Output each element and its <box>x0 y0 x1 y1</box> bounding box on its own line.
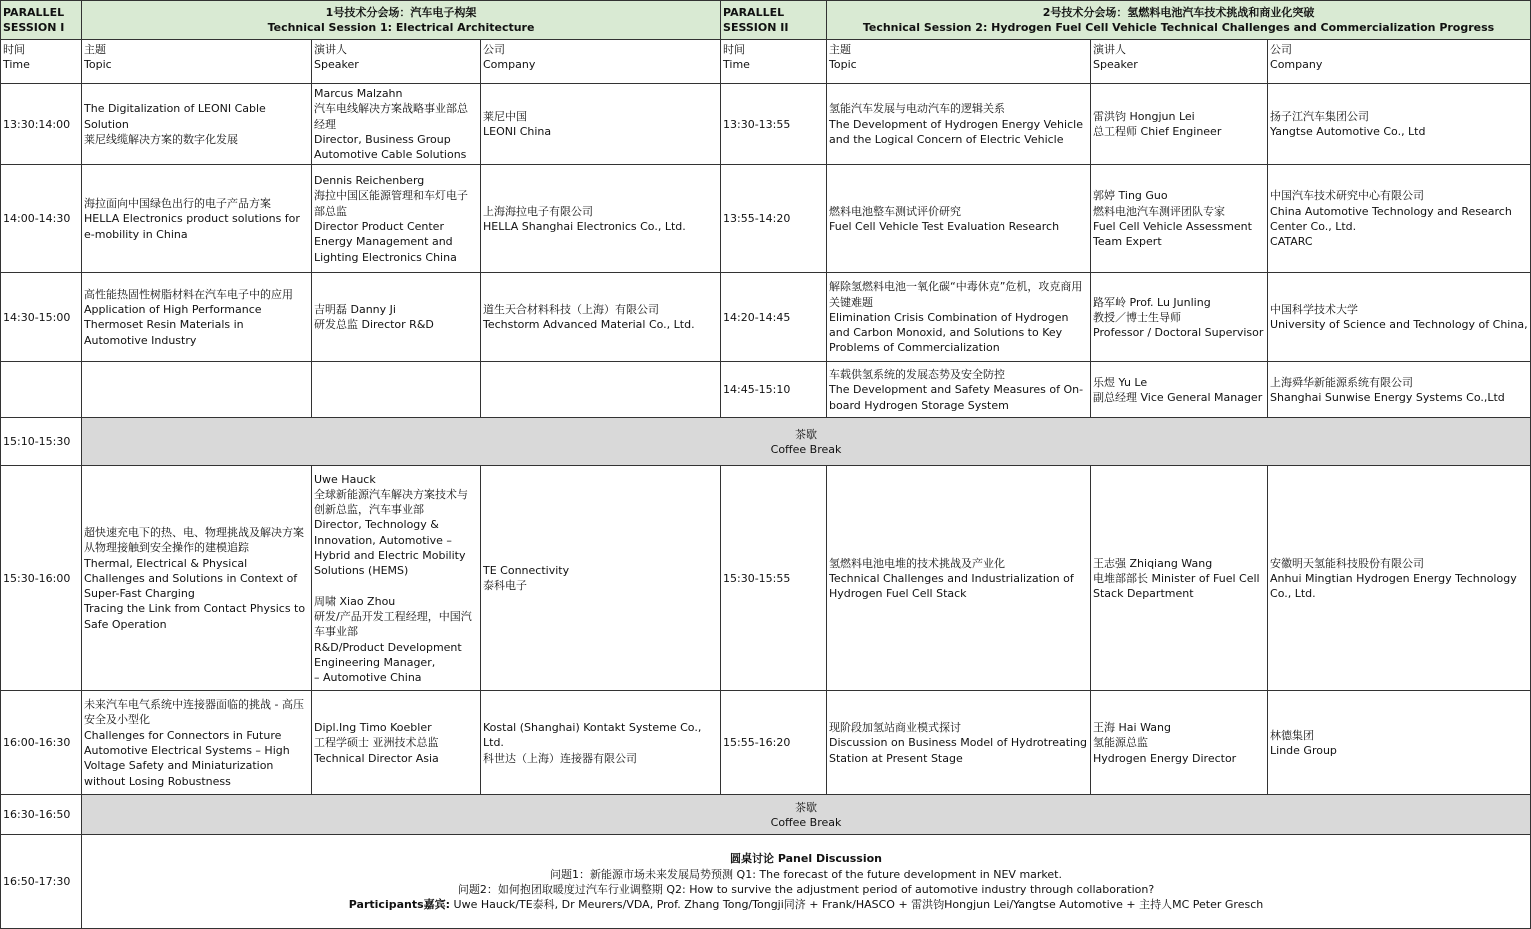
session2-speaker-line: Fuel Cell Vehicle Assessment Team Expert <box>1093 219 1252 249</box>
session2-company <box>1268 691 1531 795</box>
session1-topic-line: Application of High Performance Thermoset Resin Materials in Automotive Industry <box>84 303 262 347</box>
session2-speaker-line: 王海 Hai Wang <box>1093 721 1171 735</box>
session2-company-line: 林德集团 <box>1270 728 1315 742</box>
session1-topic-line: Tracing the Link from Contact Physics to Safe Operation <box>84 602 306 631</box>
session1-speaker-line: 海拉中国区能源管理和车灯电子部总监 <box>314 189 468 218</box>
session1-company-line: 科世达（上海）连接器有限公司 <box>483 751 637 765</box>
session2-company <box>1268 165 1531 273</box>
session1-topic <box>82 466 312 691</box>
session2-topic-line: Fuel Cell Vehicle Test Evaluation Research <box>829 219 1060 233</box>
session2-time: 15:30-15:55 <box>721 466 827 691</box>
session2-speaker-line: Professor / Doctoral Supervisor <box>1093 326 1264 340</box>
session1-speaker <box>312 165 481 273</box>
session2-company <box>1268 84 1531 165</box>
panel-title: 圆桌讨论 Panel Discussion <box>730 852 882 866</box>
column-header-company: 公司 Company <box>481 40 721 84</box>
column-header-time: 时间 Time <box>721 40 827 84</box>
session2-company-line: CATARC <box>1270 235 1313 249</box>
session1-speaker-line: – Automotive China <box>314 671 422 685</box>
session1-topic-line: Challenges for Connectors in Future Automotive Electrical Systems – High Voltage Safety and Miniaturization without Losing Robustness <box>84 728 290 788</box>
session2-topic-line: 车载供氢系统的发展态势及安全防控 <box>829 368 1006 382</box>
session2-company-line: Shanghai Sunwise Energy Systems Co.,Ltd <box>1270 390 1505 404</box>
session1-speaker-line: Dennis Reichenberg <box>314 174 425 188</box>
column-header-row <box>1 40 1531 84</box>
session2-topic-line: 解除氢燃料电池一氧化碳“中毒休克”危机，攻克商用关键难题 <box>829 280 1083 309</box>
session2-company <box>1268 466 1531 691</box>
column-header-topic: 主题 Topic <box>827 40 1091 84</box>
panel-participants: Participants嘉宾: Uwe Hauck/TE泰科, Dr Meurers/VDA, Prof. Zhang Tong/Tongji同济 + Frank/HASCO + 雷洪钧Hongjun Lei/Yangtse Automotive + 主持人MC Peter Gresch <box>348 898 1264 912</box>
session2-speaker <box>1091 165 1268 273</box>
session2-company-line: 中国汽车技术研究中心有限公司 <box>1270 189 1425 203</box>
session2-speaker <box>1091 362 1268 418</box>
session2-time: 13:30-13:55 <box>721 84 827 165</box>
session1-speaker-line: Director Product Center Energy Management and Lighting Electronics China <box>314 219 457 264</box>
session2-speaker-line: 氢能源总监 <box>1093 736 1149 750</box>
session1-speaker-line: R&D/Product Development Engineering Manager, <box>314 640 462 669</box>
session2-time: 14:20-14:45 <box>721 273 827 362</box>
session2-topic <box>827 84 1091 165</box>
session1-speaker-line: 汽车电线解决方案战略事业部总经理 <box>314 102 468 131</box>
session2-topic-line: Elimination Crisis Combination of Hydrogen and Carbon Monoxid, and Solutions to Key Problems of Commercialization <box>829 310 1069 355</box>
session1-company <box>481 84 721 165</box>
session1-time <box>1 362 82 418</box>
session1-label: PARALLEL SESSION I <box>1 1 82 40</box>
session2-company-line: 安徽明天氢能科技股份有限公司 <box>1270 556 1425 570</box>
session2-speaker-line: 副总经理 Vice General Manager <box>1093 390 1263 404</box>
session1-company-line: 道生天合材料科技（上海）有限公司 <box>483 303 659 317</box>
session2-topic-line: Technical Challenges and Industrialization of Hydrogen Fuel Cell Stack <box>829 571 1074 601</box>
session1-company-line: Techstorm Advanced Material Co., Ltd. <box>483 318 695 332</box>
session2-company-line: Yangtse Automotive Co., Ltd <box>1270 125 1426 139</box>
session1-topic-line: 海拉面向中国绿色出行的电子产品方案 <box>84 197 271 211</box>
session1-topic-line: Thermal, Electrical & Physical Challenges and Solutions in Context of Super-Fast Charging <box>84 556 298 601</box>
session2-speaker-line: 总工程师 Chief Engineer <box>1093 125 1222 139</box>
session1-speaker-line: 研发总监 Director R&D <box>314 318 434 332</box>
session1-speaker <box>312 273 481 362</box>
table-row <box>1 273 1531 362</box>
session1-company <box>481 273 721 362</box>
session2-company <box>1268 273 1531 362</box>
session2-company-line: Anhui Mingtian Hydrogen Energy Technology Co., Ltd. <box>1270 571 1517 601</box>
panel-question-1: 问题1：新能源市场未来发展局势预测 Q1: The forecast of the future development in NEV market. <box>550 867 1062 881</box>
session1-time: 15:30-16:00 <box>1 466 82 691</box>
session2-company-line: University of Science and Technology of China, <box>1270 318 1528 332</box>
session1-topic <box>82 362 312 418</box>
session2-speaker-line: 雷洪钧 Hongjun Lei <box>1093 109 1195 123</box>
session1-topic <box>82 165 312 273</box>
session1-topic <box>82 691 312 795</box>
session2-company-line: China Automotive Technology and Research Center Co., Ltd. <box>1270 204 1512 233</box>
column-header-speaker: 演讲人 Speaker <box>312 40 481 84</box>
session1-topic-line: 莱尼线缆解决方案的数字化发展 <box>84 132 238 146</box>
session2-topic <box>827 466 1091 691</box>
session2-speaker <box>1091 691 1268 795</box>
session1-company <box>481 691 721 795</box>
session2-speaker <box>1091 84 1268 165</box>
session1-speaker-line: 工程学硕士 亚洲技术总监 <box>314 736 439 750</box>
coffee-break-row <box>1 795 1531 835</box>
session2-company <box>1268 362 1531 418</box>
session1-speaker-line: Technical Director Asia <box>314 751 439 765</box>
session1-company-line: TE Connectivity <box>483 564 570 578</box>
session2-topic <box>827 691 1091 795</box>
session2-topic-line: 现阶段加氢站商业模式探讨 <box>829 721 962 735</box>
session1-title: 1号技术分会场：汽车电子构架 Technical Session 1: Electrical Architecture <box>82 1 721 40</box>
session-header-row <box>1 1 1531 40</box>
session1-speaker-line: Director, Business Group Automotive Cable Solutions <box>314 132 467 162</box>
session1-speaker-line: Dipl.Ing Timo Koebler <box>314 721 432 735</box>
session2-speaker-line: 电堆部部长 Minister of Fuel Cell Stack Department <box>1093 571 1260 601</box>
session2-speaker <box>1091 466 1268 691</box>
panel-time: 16:50-17:30 <box>1 835 82 929</box>
session2-speaker <box>1091 273 1268 362</box>
table-row <box>1 691 1531 795</box>
table-row <box>1 165 1531 273</box>
column-header-time: 时间 Time <box>1 40 82 84</box>
session1-speaker-line: 全球新能源汽车解决方案技术与创新总监，汽车事业部 <box>314 487 468 517</box>
session2-topic <box>827 273 1091 362</box>
session1-company <box>481 466 721 691</box>
session2-title: 2号技术分会场：氢燃料电池汽车技术挑战和商业化突破 Technical Session 2: Hydrogen Fuel Cell Vehicle Technical Challenges and Commercialization Progress <box>827 1 1531 40</box>
coffee-break-row <box>1 418 1531 466</box>
session1-speaker-line: 研发/产品开发工程经理，中国汽车事业部 <box>314 609 472 639</box>
session2-time: 15:55-16:20 <box>721 691 827 795</box>
session2-speaker-line: 燃料电池汽车测评团队专家 <box>1093 204 1226 218</box>
session1-speaker <box>312 362 481 418</box>
session2-time: 14:45-15:10 <box>721 362 827 418</box>
session2-company-line: 上海舜华新能源系统有限公司 <box>1270 375 1414 389</box>
session2-topic-line: 氢能汽车发展与电动汽车的逻辑关系 <box>829 102 1006 116</box>
session2-topic-line: The Development and Safety Measures of On-board Hydrogen Storage System <box>829 383 1084 412</box>
session1-topic <box>82 273 312 362</box>
session2-topic-line: 氢燃料电池电堆的技术挑战及产业化 <box>829 556 1006 570</box>
panel-discussion-row <box>1 835 1531 929</box>
session1-topic-line: HELLA Electronics product solutions for e-mobility in China <box>84 212 300 241</box>
session1-topic-line: 超快速充电下的热、电、物理挑战及解决方案从物理接触到安全操作的建模追踪 <box>84 525 304 555</box>
session1-speaker-line: 吉明磊 Danny Ji <box>314 303 396 317</box>
session1-topic-line: The Digitalization of LEONI Cable Solution <box>84 102 266 131</box>
session1-speaker-line: Director, Technology & Innovation, Automotive – Hybrid and Electric Mobility Solutions (HEMS) <box>314 518 466 578</box>
session2-speaker-line: 路军岭 Prof. Lu Junling <box>1093 295 1211 309</box>
session2-time: 13:55-14:20 <box>721 165 827 273</box>
column-header-company: 公司 Company <box>1268 40 1531 84</box>
session1-topic-line: 高性能热固性树脂材料在汽车电子中的应用 <box>84 287 293 301</box>
coffee-break-label: 茶歇 Coffee Break <box>82 418 1531 466</box>
session1-company <box>481 362 721 418</box>
session2-speaker-line: 郭婷 Ting Guo <box>1093 189 1168 203</box>
break-time: 16:30-16:50 <box>1 795 82 835</box>
session1-speaker <box>312 84 481 165</box>
session2-topic <box>827 362 1091 418</box>
column-header-speaker: 演讲人 Speaker <box>1091 40 1268 84</box>
session1-speaker <box>312 466 481 691</box>
session1-topic-line: 未来汽车电气系统中连接器面临的挑战 - 高压安全及小型化 <box>84 698 304 727</box>
session1-speaker-line: Uwe Hauck <box>314 472 376 486</box>
session1-time: 16:00-16:30 <box>1 691 82 795</box>
session1-company-line: 莱尼中国 <box>483 109 527 123</box>
session2-speaker-line: 王志强 Zhiqiang Wang <box>1093 556 1213 570</box>
session2-speaker-line: 乐煜 Yu Le <box>1093 375 1148 389</box>
session1-company-line: LEONI China <box>483 125 552 139</box>
session1-speaker-line: Marcus Malzahn <box>314 87 403 100</box>
session1-company-line: Kostal (Shanghai) Kontakt Systeme Co., Ltd. <box>483 721 702 750</box>
session1-company-line: HELLA Shanghai Electronics Co., Ltd. <box>483 219 686 233</box>
session2-topic-line: 燃料电池整车测试评价研究 <box>829 204 962 218</box>
panel-question-2: 问题2：如何抱团取暖度过汽车行业调整期 Q2: How to survive the adjustment period of automotive industry through collaboration? <box>457 882 1155 896</box>
session1-time: 14:30-15:00 <box>1 273 82 362</box>
session2-label: PARALLEL SESSION II <box>721 1 827 40</box>
session1-time: 14:00-14:30 <box>1 165 82 273</box>
session2-topic-line: Discussion on Business Model of Hydrotreating Station at Present Stage <box>829 736 1088 765</box>
session2-company-line: 扬子江汽车集团公司 <box>1270 109 1370 123</box>
session1-time: 13:30:14:00 <box>1 84 82 165</box>
column-header-topic: 主题 Topic <box>82 40 312 84</box>
session2-company-line: 中国科学技术大学 <box>1270 303 1359 317</box>
session1-speaker <box>312 691 481 795</box>
session1-company-line: 上海海拉电子有限公司 <box>483 204 593 218</box>
session1-company <box>481 165 721 273</box>
session1-topic <box>82 84 312 165</box>
session1-company-line: 泰科电子 <box>483 579 527 593</box>
table-row <box>1 362 1531 418</box>
session2-speaker-line: Hydrogen Energy Director <box>1093 751 1237 765</box>
session2-company-line: Linde Group <box>1270 743 1337 757</box>
table-row <box>1 466 1531 691</box>
panel-discussion <box>82 835 1531 929</box>
session2-speaker-line: 教授／博士生导师 <box>1093 310 1182 324</box>
session2-topic-line: The Development of Hydrogen Energy Vehicle and the Logical Concern of Electric Vehicle <box>829 117 1083 146</box>
break-time: 15:10-15:30 <box>1 418 82 466</box>
session2-topic <box>827 165 1091 273</box>
session1-speaker-line: 周啸 Xiao Zhou <box>314 594 396 608</box>
table-row <box>1 84 1531 165</box>
coffee-break-label: 茶歇 Coffee Break <box>82 795 1531 835</box>
session1-speaker-line <box>314 579 478 594</box>
